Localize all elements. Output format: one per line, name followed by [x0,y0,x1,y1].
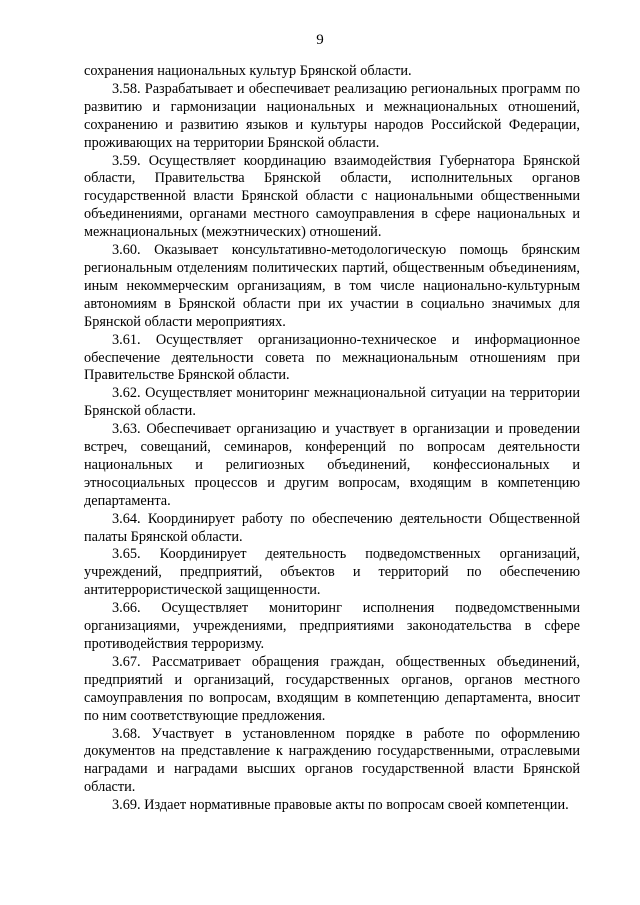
paragraph-3-62: 3.62. Осуществляет мониторинг межнациональной ситуации на территории Брянской области. [84,385,580,420]
document-body [84,63,580,815]
paragraph-3-69: 3.69. Издает нормативные правовые акты по вопросам своей компетенции. [112,797,569,814]
paragraph-3-59: 3.59. Осуществляет координацию взаимодействия Губернатора Брянской области, Правительства Брянской области, исполнительных органов государственной власти Брянской области с национальными общественными объединениями, органами местного самоуправления в сфере национальных и межнациональных (межэтнических) отношений. [84,152,580,241]
paragraph-continuation: сохранения национальных культур Брянской области. [84,63,412,79]
paragraph-3-64: 3.64. Координирует работу по обеспечению деятельности Общественной палаты Брянской области. [84,510,580,545]
paragraph-3-61: 3.61. Осуществляет организационно-техническое и информационное обеспечение деятельности совета по межнациональным отношениям при Правительстве Брянской области. [84,331,580,384]
paragraph-3-67: 3.67. Рассматривает обращения граждан, общественных объединений, предприятий и организаций, государственных органов, органов местного самоуправления по вопросам, входящим в компетенцию департамента, вносит по ним соответствующие предложения. [84,653,580,724]
paragraph-3-58: 3.58. Разрабатывает и обеспечивает реализацию региональных программ по развитию и гармонизации национальных и межнациональных отношений, сохранению и развитию языков и культуры народов Российской Федерации, проживающих на территории Брянской области. [84,80,580,151]
paragraph-3-63: 3.63. Обеспечивает организацию и участвует в организации и проведении встреч, совещаний, семинаров, конференций по вопросам деятельности национальных и религиозных объединений, конфессиональных и этносоциальных процессов и другим вопросам, входящим в компетенцию департамента. [84,421,580,509]
paragraph-3-65: 3.65. Координирует деятельность подведомственных организаций, учреждений, предприятий, объектов и территорий по обеспечению антитеррористической защищенности. [84,546,580,599]
page-number: 9 [316,32,324,48]
paragraph-3-60: 3.60. Оказывает консультативно-методологическую помощь брянским региональным отделениям политических партий, общественным объединениям, иным некоммерческим организациям, в том числе национально-культурным автономиям в Брянской области при их участии в социально значимых для Брянской области мероприятиях. [84,242,580,330]
paragraph-3-66: 3.66. Осуществляет мониторинг исполнения подведомственными организациями, учреждениями, предприятиями законодательства в сфере противодействия терроризму. [84,600,580,652]
paragraph-3-68: 3.68. Участвует в установленном порядке в работе по оформлению документов на представление к награждению государственными, отраслевыми наградами и наградами высших органов государственной власти Брянской области. [84,725,580,796]
